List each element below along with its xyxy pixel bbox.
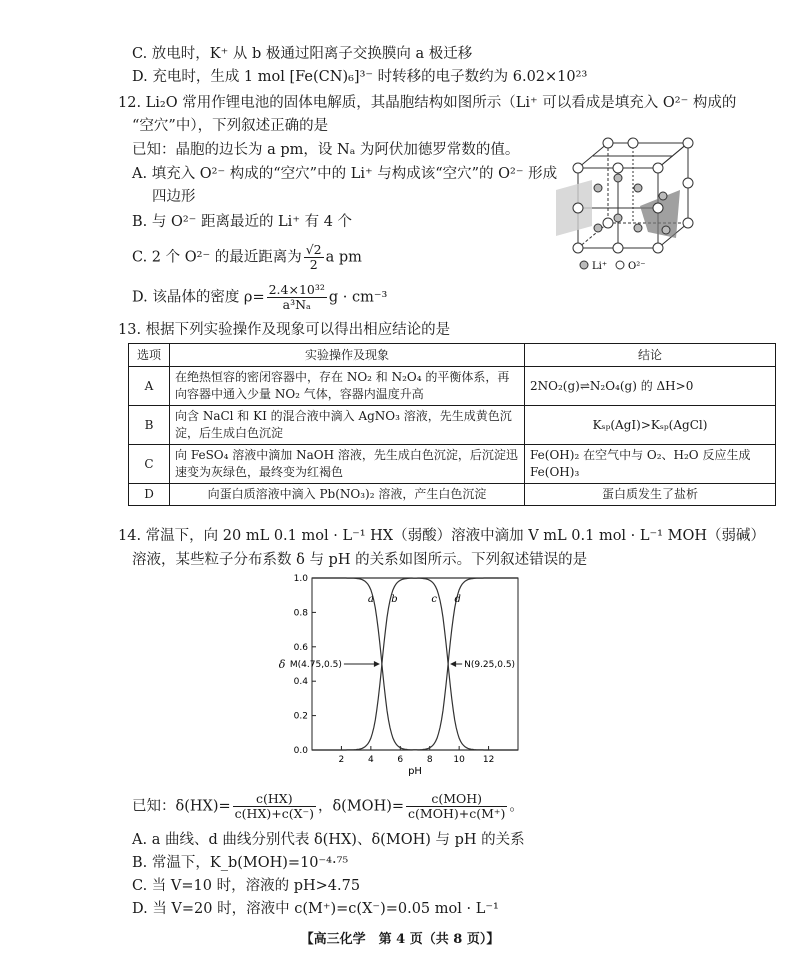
q14-stem-line2: 溶液，某些粒子分布系数 δ 与 pH 的关系如图所示。下列叙述错误的是 [132, 552, 588, 568]
series-b-label: b [391, 594, 398, 606]
q14-option-d: D. 当 V=20 时，溶液中 c(M⁺)=c(X⁻)=0.05 mol · L⁻¹ [132, 901, 499, 917]
y-tick-label: 1.0 [293, 574, 308, 584]
q13-table [128, 343, 776, 506]
q12-stem-line1: 12. Li₂O 常用作锂电池的固体电解质，其晶胞结构如图所示（Li⁺ 可以看成是填充入 O²⁻ 构成的 [118, 95, 737, 111]
crystal-cell-figure [548, 128, 708, 278]
y-tick-label: 0.6 [293, 642, 308, 653]
y-tick-label: 0.2 [293, 711, 308, 722]
y-tick-label: 0.4 [293, 677, 308, 688]
x-tick-label: 4 [367, 755, 374, 765]
x-tick-label: 10 [453, 755, 465, 765]
legend-li-label: Li⁺ [592, 261, 608, 272]
series-a-label: a [367, 594, 374, 606]
header-option: 选项 [129, 344, 170, 367]
q11-option-c: C. 放电时，K⁺ 从 b 极通过阳离子交换膜向 a 极迁移 [132, 46, 473, 62]
x-tick-label: 12 [482, 755, 495, 765]
q14-option-c: C. 当 V=10 时，溶液的 pH>4.75 [132, 878, 361, 894]
x-tick-label: 6 [397, 755, 404, 765]
legend-o-label: O²⁻ [628, 261, 646, 272]
q14-stem-line1: 14. 常温下，向 20 mL 0.1 mol · L⁻¹ HX（弱酸）溶液中滴加 V mL 0.1 mol · L⁻¹ MOH（弱碱） [118, 528, 765, 544]
header-conclusion: 结论 [525, 344, 776, 367]
q12-option-a-cont: 四边形 [152, 189, 196, 205]
annotation-m-label: M(4.75,0.5) [289, 660, 342, 670]
q14-option-a: A. a 曲线、d 曲线分别代表 δ(HX)、δ(MOH) 与 pH 的关系 [132, 832, 525, 848]
table-row: C 向 FeSO₄ 溶液中滴加 NaOH 溶液，先生成白色沉淀，后沉淀迅速变为灰绿色，最终变为红褐色 Fe(OH)₂ 在空气中与 O₂、H₂O 反应生成 Fe(OH)₃ [129, 445, 776, 484]
x-tick-label: 2 [338, 755, 345, 765]
q14-option-b: B. 常温下，K_b(MOH)=10⁻⁴·⁷⁵ [132, 855, 349, 871]
table-row: B 向含 NaCl 和 KI 的混合液中滴入 AgNO₃ 溶液，先生成黄色沉淀，后生成白色沉淀 Kₛₚ(AgI)>Kₛₚ(AgCl) [129, 406, 776, 445]
q12-option-d: D. 该晶体的密度 ρ= $\frac{\text{2.4×10³²}}{\text{a³Nₐ}}$ g · cm⁻³ [132, 282, 388, 312]
y-tick-label: 0.0 [293, 746, 308, 756]
annotation-arrowhead [450, 661, 456, 667]
annotation-arrowhead [374, 661, 380, 667]
q12-option-b: B. 与 O²⁻ 距离最近的 Li⁺ 有 4 个 [132, 214, 353, 230]
x-tick-label: 8 [426, 755, 433, 765]
q12-known: 已知：晶胞的边长为 a pm，设 Nₐ 为阿伏加德罗常数的值。 [132, 142, 520, 158]
q14-known: 已知：δ(HX)= $\frac{c(HX)}{c(HX)+c(X^-)}$ ，δ(MOH)= $\frac{\text{c(MOH)}}{\text{c(MOH)+c(M⁺)}}$ 。 [132, 791, 524, 821]
q13-stem: 13. 根据下列实验操作及现象可以得出相应结论的是 [118, 322, 451, 338]
y-axis-label: δ [278, 658, 286, 671]
table-row: A 在绝热恒容的密闭容器中，存在 NO₂ 和 N₂O₄ 的平衡体系，再向容器中通入少量 NO₂ 气体，容器内温度升高 2NO₂(g)⇌N₂O₄(g) 的 ΔH>0 [129, 367, 776, 406]
series-c-label: c [431, 594, 437, 606]
table-row: D 向蛋白质溶液中滴入 Pb(NO₃)₂ 溶液，产生白色沉淀 蛋白质发生了盐析 [129, 484, 776, 506]
distribution-chart [270, 568, 530, 788]
page-footer: 【高三化学 第 4 页（共 8 页）】 [300, 932, 500, 947]
q12-option-a: A. 填充入 O²⁻ 构成的“空穴”中的 Li⁺ 与构成该“空穴”的 O²⁻ 形成 [132, 166, 558, 182]
y-tick-label: 0.8 [293, 608, 308, 619]
header-operation: 实验操作及现象 [170, 344, 525, 367]
q12-option-c: C. 2 个 O²⁻ 的最近距离为 $\frac{√2}{2}$ a pm [132, 242, 362, 272]
series-d-label: d [454, 594, 461, 606]
annotation-n-label: N(9.25,0.5) [464, 660, 516, 670]
x-axis-label: pH [408, 766, 422, 777]
q12-stem-line2: “空穴”中），下列叙述正确的是 [132, 118, 329, 134]
q11-option-d: D. 充电时，生成 1 mol [Fe(CN)₆]³⁻ 时转移的电子数约为 6.02×10²³ [132, 69, 588, 85]
